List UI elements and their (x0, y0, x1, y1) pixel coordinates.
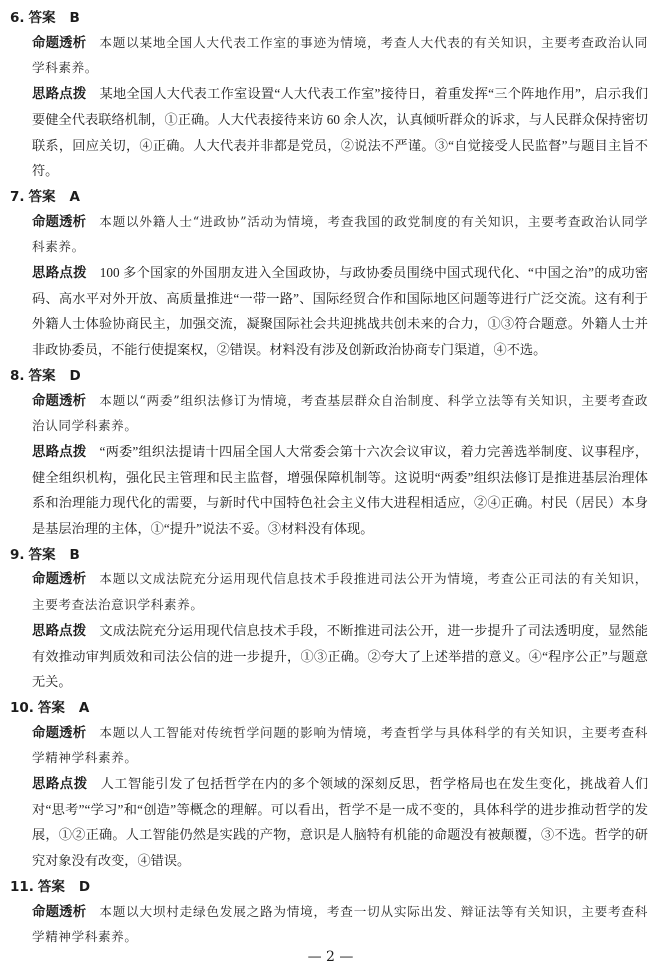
hint-paragraph (32, 619, 648, 696)
answer-line (0, 696, 661, 721)
answer-explanations (0, 6, 661, 944)
analysis-label: 命题透析 (32, 393, 87, 409)
question-9-explanation (0, 543, 661, 696)
analysis-label: 命题透析 (32, 35, 87, 51)
question-11-explanation (0, 875, 661, 944)
answer-label: 答案 (28, 10, 56, 26)
question-number: 11. (10, 878, 34, 895)
analysis-text: 本题以外籍人士“进政协”活动为情境，考查我国的政党制度的有关知识，主要考查政治认同学科素养。 (32, 213, 649, 255)
answer-line (0, 6, 661, 31)
analysis-label: 命题透析 (32, 725, 87, 741)
question-6-explanation (0, 6, 661, 185)
question-7-explanation (0, 185, 661, 364)
answer-label: 答案 (28, 367, 56, 384)
analysis-text: 本题以某地全国人大代表工作室的事迹为情境，考查人大代表的有关知识，主要考查政治认同学科素养。 (32, 34, 649, 76)
answer-line (0, 364, 661, 389)
answer-line (0, 185, 661, 210)
answer-line (0, 543, 661, 568)
question-8-explanation (0, 364, 661, 543)
analysis-paragraph (32, 721, 648, 772)
answer-line (0, 875, 661, 900)
hint-label: 思路点拨 (32, 266, 87, 281)
question-number: 10. (10, 699, 34, 716)
analysis-text: 本题以大坝村走绿色发展之路为情境，考查一切从实际出发、辩证法等有关知识，主要考查科学精神学科素养。 (32, 903, 649, 944)
hint-paragraph (32, 772, 648, 875)
analysis-paragraph (32, 210, 648, 261)
answer-choice: D (69, 367, 81, 384)
question-number: 6. (10, 10, 25, 26)
hint-paragraph (32, 261, 648, 364)
hint-paragraph (32, 82, 648, 185)
analysis-text: 本题以“两委”组织法修订为情境，考查基层群众自治制度、科学立法等有关知识，主要考查政治认同学科素养。 (32, 392, 649, 434)
analysis-label: 命题透析 (32, 214, 87, 230)
answer-label: 答案 (28, 546, 56, 563)
question-number: 9. (10, 546, 25, 563)
hint-label: 思路点拨 (32, 87, 87, 103)
question-number: 7. (10, 188, 25, 205)
question-10-explanation (0, 696, 661, 875)
hint-text: “两委”组织法提请十四届全国人大常委会第十六次会议审议，着力完善选举制度、议事程序，健全组织机构，强化民主管理和民主监督，增强保障机制等。这说明“两委”组织法修订是推进基层治理体系和治理能力现代化的需要，与新时代中国特色社会主义伟大进程相适应，②④正确。村民（居民）本身是基层治理的主体，①“提升”说法不妥。③材料没有体现。 (32, 443, 649, 537)
question-number: 8. (10, 367, 25, 384)
answer-choice: D (78, 878, 91, 895)
analysis-paragraph (32, 389, 648, 440)
answer-label: 答案 (37, 878, 65, 895)
answer-choice: B (69, 546, 80, 563)
page-number: — 2 — (307, 949, 354, 965)
analysis-text: 本题以人工智能对传统哲学问题的影响为情境，考查哲学与具体科学的有关知识，主要考查科学精神学科素养。 (32, 724, 649, 766)
hint-text: 人工智能引发了包括哲学在内的多个领域的深刻反思，哲学格局也在发生变化，挑战着人们对“思考”“学习”和“创造”等概念的理解。可以看出，哲学不是一成不变的，具体科学的进步推动哲学的发展，①②正确。人工智能仍然是实践的产物，意识是人脑特有机能的命题没有被颠覆，③不选。哲学的研究对象没有改变，④错误。 (32, 776, 649, 869)
answer-label: 答案 (28, 188, 56, 205)
answer-choice: A (78, 699, 90, 716)
hint-paragraph (32, 440, 648, 543)
analysis-paragraph (32, 31, 648, 82)
answer-choice: A (69, 188, 80, 205)
hint-text: 100 多个国家的外国朋友进入全国政协，与政协委员围绕中国式现代化、“中国之治”的成功密码、高水平对外开放、高质量推进“一带一路”、国际经贸合作和国际地区问题等进行广泛交流。这有利于外籍人士体验协商民主，加强交流，凝聚国际社会共迎挑战共创未来的合力，①③符合题意。外籍人士并非政协委员，不能行使提案权，②错误。材料没有涉及创新政治协商专门渠道，④不选。 (32, 265, 649, 358)
hint-label: 思路点拨 (32, 777, 88, 793)
hint-label: 思路点拨 (32, 623, 87, 639)
answer-choice: B (69, 10, 80, 26)
hint-text: 某地全国人大代表工作室设置“人大代表工作室”接待日，着重发挥“三个阵地作用”，启示我们要健全代表联络机制，①正确。人大代表接待来访 60 余人次，认真倾听群众的诉求，与人民群众保持密切联系，回应关切，④正确。人大代表并非都是党员，②说法不严谨。③“自觉接受人民监督”与题目主旨不符。 (32, 86, 649, 179)
analysis-label: 命题透析 (32, 572, 87, 588)
hint-text: 文成法院充分运用现代信息技术手段，不断推进司法公开，进一步提升了司法透明度，显然能有效推动审判质效和司法公信的进一步提升，①③正确。②夸大了上述举措的意义。④“程序公正”与题意无关。 (32, 622, 648, 690)
analysis-text: 本题以文成法院充分运用现代信息技术手段推进司法公开为情境，考查公正司法的有关知识，主要考查法治意识学科素养。 (32, 571, 649, 613)
analysis-paragraph (32, 567, 648, 618)
hint-label: 思路点拨 (32, 444, 87, 460)
answer-label: 答案 (37, 699, 65, 716)
analysis-label: 命题透析 (32, 904, 87, 920)
analysis-paragraph (32, 900, 648, 944)
